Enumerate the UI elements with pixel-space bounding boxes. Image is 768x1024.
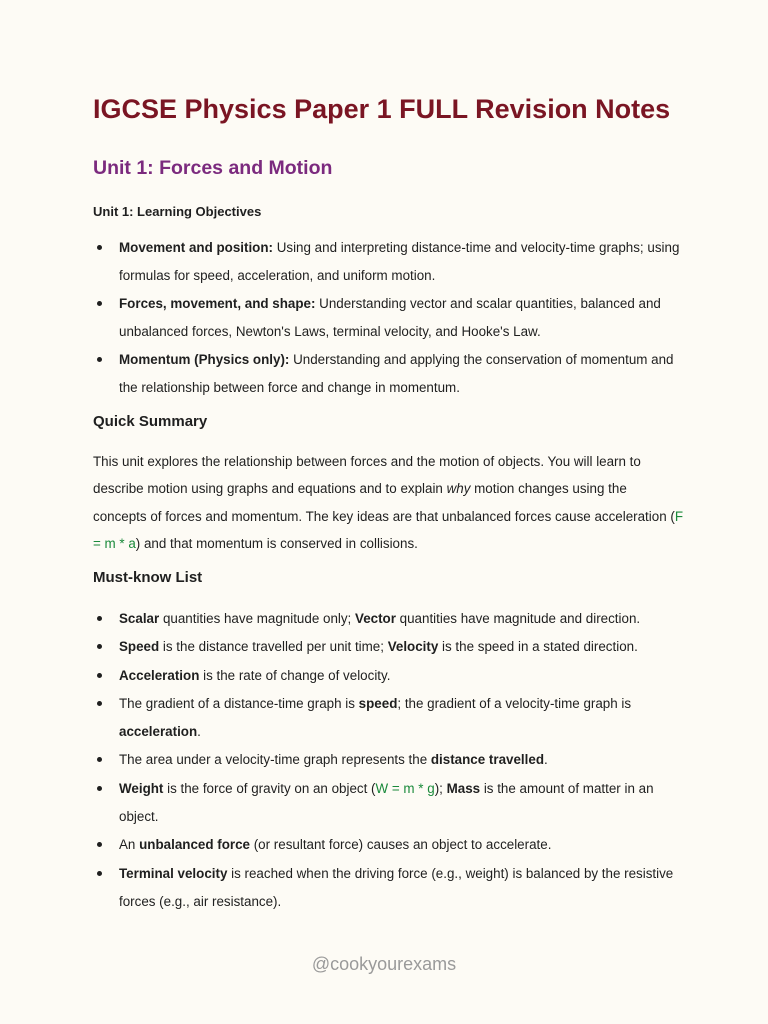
list-item: [93, 605, 688, 633]
objective-text: Understanding vector and scalar quantities, balanced and unbalanced forces, Newton's Laws, terminal velocity, and Hooke's Law.: [119, 296, 661, 339]
list-item: [93, 346, 683, 402]
must-know-list: [93, 605, 688, 916]
objectives-list: [93, 234, 683, 402]
bold-term: distance travelled: [430, 752, 545, 768]
bold-term: Speed: [119, 639, 160, 655]
item-text: The area under a velocity-time graph represents the: [119, 752, 431, 768]
objective-text: Using and interpreting distance-time and velocity-time graphs; using formulas for speed, acceleration, and uniform motion.: [119, 240, 680, 283]
formula: W = m * g: [375, 780, 435, 796]
item-text: An: [119, 837, 140, 853]
bold-term: Mass: [446, 780, 481, 796]
item-text: quantities have magnitude and direction.: [395, 611, 641, 626]
summary-text: This unit explores the relationship between forces and the motion of objects. You will learn to describe motion using graphs and equations and to explain: [93, 454, 641, 497]
unit-title: Unit 1: Forces and Motion: [93, 157, 333, 179]
item-text: is the force of gravity on an object (: [163, 780, 376, 796]
item-text: The gradient of a distance-time graph is: [119, 695, 359, 711]
item-text: is the rate of change of velocity.: [199, 667, 391, 683]
page-title: IGCSE Physics Paper 1 FULL Revision Notes: [93, 94, 671, 124]
item-text: .: [197, 724, 201, 740]
objective-label: Forces, movement, and shape:: [119, 296, 316, 311]
item-text: );: [434, 780, 447, 796]
item-text: is the speed in a stated direction.: [438, 639, 638, 655]
list-item: [93, 234, 683, 290]
list-item: [93, 860, 688, 917]
bold-term: Velocity: [387, 639, 439, 655]
bold-term: Vector: [355, 611, 396, 626]
list-item: [93, 831, 688, 859]
objectives-heading: Unit 1: Learning Objectives: [93, 204, 262, 219]
formula: F = m * a: [93, 508, 684, 551]
summary-text: ) and that momentum is conserved in collisions.: [135, 535, 418, 551]
objective-text: Understanding and applying the conservation of momentum and the relationship between force and change in momentum.: [119, 352, 674, 395]
objective-label: Momentum (Physics only):: [119, 352, 290, 367]
item-text: .: [544, 752, 548, 768]
list-item: [93, 633, 688, 661]
item-text: (or resultant force) causes an object to accelerate.: [249, 837, 552, 853]
item-text: quantities have magnitude only;: [159, 611, 355, 626]
item-text: is the amount of matter in an object.: [119, 780, 654, 825]
list-item: [93, 746, 688, 774]
item-text: is reached when the driving force (e.g., weight) is balanced by the resistive forces (e.g., air resistance).: [119, 865, 674, 909]
list-item: [93, 662, 688, 690]
quick-summary-heading: Quick Summary: [93, 413, 208, 430]
bold-term: Terminal velocity: [119, 865, 228, 881]
summary-emphasis: why: [446, 481, 471, 497]
item-text: ; the gradient of a velocity-time graph is: [397, 695, 632, 711]
quick-summary-paragraph: [93, 448, 683, 557]
footer-handle: @cookyourexams: [311, 954, 457, 974]
bold-term: acceleration: [119, 724, 198, 740]
bold-term: speed: [358, 695, 398, 711]
list-item: [93, 290, 683, 346]
bold-term: unbalanced force: [139, 837, 250, 853]
item-text: is the distance travelled per unit time;: [159, 639, 388, 655]
list-item: [93, 690, 688, 747]
bold-term: Weight: [119, 780, 164, 796]
summary-text: motion changes using the concepts of forces and momentum. The key ideas are that unbalanced forces cause acceleration (: [93, 481, 675, 524]
bold-term: Acceleration: [119, 667, 200, 683]
must-know-heading: Must-know List: [93, 569, 203, 586]
bold-term: Scalar: [119, 611, 160, 626]
objective-label: Movement and position:: [119, 240, 273, 255]
list-item: [93, 775, 688, 832]
